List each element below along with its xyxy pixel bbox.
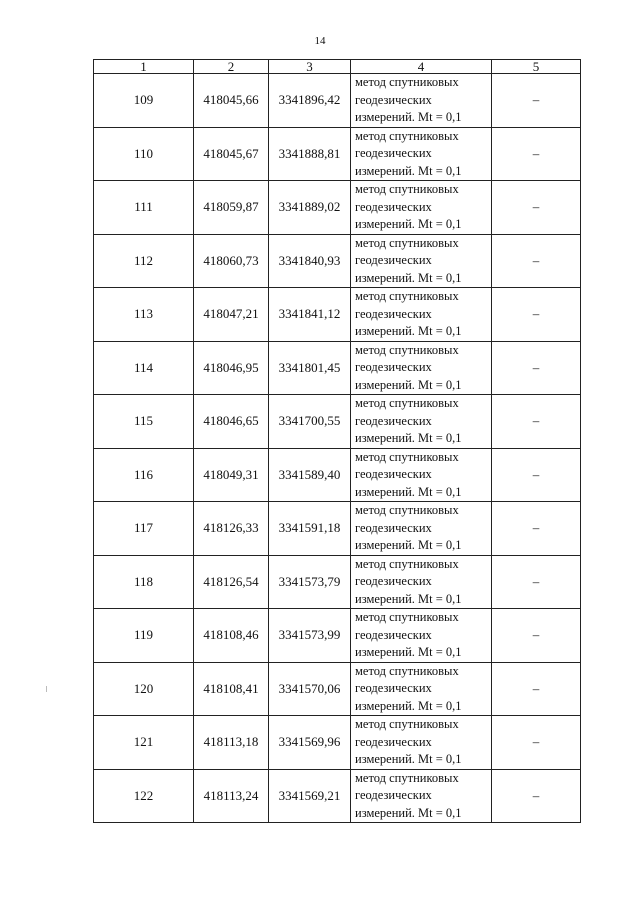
coordinate-x-cell: 418113,24 [194, 769, 269, 823]
margin-mark [46, 686, 47, 692]
table-row [94, 288, 581, 342]
column-header-3: 3 [269, 60, 351, 74]
method-text-line: геодезических [355, 467, 432, 481]
method-text-line: метод спутниковых [355, 556, 459, 571]
coordinate-y-cell: 3341801,45 [269, 341, 351, 395]
method-text-line: геодезических [355, 146, 432, 160]
method-text-line: метод спутниковых [355, 717, 459, 731]
method-cell [351, 234, 492, 288]
point-number-cell: 109 [94, 74, 194, 128]
method-text-line: измерений. Mt = 0,1 [355, 110, 462, 124]
coordinate-y-cell: 3341570,06 [269, 662, 351, 716]
table-row [94, 609, 581, 663]
coordinate-y-cell: 3341888,81 [269, 127, 351, 181]
method-text-line: измерений. Mt = 0,1 [355, 217, 462, 231]
coordinate-y-cell: 3341569,96 [269, 716, 351, 770]
method-cell [351, 395, 492, 449]
method-cell [351, 341, 492, 395]
table-row [94, 555, 581, 609]
method-text-line: геодезических [355, 520, 432, 535]
method-text-line: измерений. Mt = 0,1 [355, 698, 462, 713]
method-cell [351, 448, 492, 502]
coordinate-y-cell: 3341896,42 [269, 74, 351, 128]
method-text-line: геодезических [355, 574, 432, 588]
point-number-cell: 112 [94, 234, 194, 288]
method-cell [351, 716, 492, 770]
coordinate-x-cell: 418108,46 [194, 609, 269, 663]
method-cell [351, 127, 492, 181]
coordinate-x-cell: 418046,65 [194, 395, 269, 449]
table-row [94, 769, 581, 823]
coordinate-x-cell: 418046,95 [194, 341, 269, 395]
column-header-4: 4 [351, 60, 492, 74]
table-row [94, 395, 581, 449]
description-cell: – [492, 127, 581, 181]
table-row [94, 181, 581, 235]
point-number-cell: 118 [94, 555, 194, 609]
description-cell: – [492, 769, 581, 823]
method-text-line: измерений. Mt = 0,1 [355, 163, 462, 178]
method-cell [351, 288, 492, 342]
column-header-2: 2 [194, 60, 269, 74]
coordinate-y-cell: 3341841,12 [269, 288, 351, 342]
column-header-5: 5 [492, 60, 581, 74]
point-number-cell: 113 [94, 288, 194, 342]
description-cell: – [492, 234, 581, 288]
method-text-line: метод спутниковых [355, 235, 459, 250]
method-text-line: геодезических [355, 253, 432, 267]
method-text-line: измерений. Mt = 0,1 [355, 805, 462, 820]
method-cell [351, 502, 492, 556]
point-number-cell: 116 [94, 448, 194, 502]
coordinate-y-cell: 3341589,40 [269, 448, 351, 502]
method-text-line: измерений. Mt = 0,1 [355, 645, 462, 659]
description-cell: – [492, 395, 581, 449]
method-text-line: геодезических [355, 92, 432, 107]
point-number-cell: 120 [94, 662, 194, 716]
method-text-line: геодезических [355, 413, 432, 428]
method-text-line: геодезических [355, 788, 432, 802]
method-text-line: измерений. Mt = 0,1 [355, 484, 462, 499]
coordinate-x-cell: 418113,18 [194, 716, 269, 770]
table-row [94, 502, 581, 556]
description-cell: – [492, 181, 581, 235]
table-row [94, 127, 581, 181]
method-text-line: измерений. Mt = 0,1 [355, 752, 462, 766]
method-text-line: метод спутниковых [355, 128, 459, 143]
table-row [94, 662, 581, 716]
method-text-line: геодезических [355, 627, 432, 642]
coordinate-x-cell: 418060,73 [194, 234, 269, 288]
point-number-cell: 115 [94, 395, 194, 449]
coordinate-x-cell: 418047,21 [194, 288, 269, 342]
method-text-line: метод спутниковых [355, 503, 459, 517]
point-number-cell: 122 [94, 769, 194, 823]
method-text-line: метод спутниковых [355, 75, 459, 89]
point-number-cell: 114 [94, 341, 194, 395]
description-cell: – [492, 716, 581, 770]
point-number-cell: 110 [94, 127, 194, 181]
table-row [94, 74, 581, 128]
coordinate-x-cell: 418045,66 [194, 74, 269, 128]
description-cell: – [492, 74, 581, 128]
point-number-cell: 119 [94, 609, 194, 663]
coordinate-y-cell: 3341889,02 [269, 181, 351, 235]
coordinate-y-cell: 3341700,55 [269, 395, 351, 449]
point-number-cell: 117 [94, 502, 194, 556]
method-text-line: геодезических [355, 360, 432, 374]
description-cell: – [492, 609, 581, 663]
coordinate-y-cell: 3341591,18 [269, 502, 351, 556]
method-cell [351, 609, 492, 663]
coordinate-x-cell: 418059,87 [194, 181, 269, 235]
method-cell [351, 769, 492, 823]
method-text-line: метод спутниковых [355, 663, 459, 678]
description-cell: – [492, 288, 581, 342]
method-text-line: измерений. Mt = 0,1 [355, 270, 462, 285]
coordinate-y-cell: 3341569,21 [269, 769, 351, 823]
table-body [94, 74, 581, 823]
coordinate-x-cell: 418108,41 [194, 662, 269, 716]
method-text-line: измерений. Mt = 0,1 [355, 324, 462, 338]
method-text-line: измерений. Mt = 0,1 [355, 591, 462, 606]
method-text-line: измерений. Mt = 0,1 [355, 538, 462, 552]
description-cell: – [492, 662, 581, 716]
coordinate-x-cell: 418126,33 [194, 502, 269, 556]
coordinate-y-cell: 3341573,79 [269, 555, 351, 609]
method-text-line: метод спутниковых [355, 610, 459, 624]
method-cell [351, 181, 492, 235]
method-cell [351, 555, 492, 609]
description-cell: – [492, 502, 581, 556]
method-text-line: измерений. Mt = 0,1 [355, 377, 462, 392]
table-row [94, 448, 581, 502]
method-text-line: измерений. Mt = 0,1 [355, 431, 462, 445]
method-text-line: геодезических [355, 199, 432, 214]
method-text-line: метод спутниковых [355, 289, 459, 303]
description-cell: – [492, 341, 581, 395]
description-cell: – [492, 555, 581, 609]
method-text-line: геодезических [355, 306, 432, 321]
coordinates-table [93, 59, 581, 823]
method-text-line: геодезических [355, 681, 432, 695]
table-row [94, 716, 581, 770]
method-text-line: метод спутниковых [355, 182, 459, 196]
coordinate-x-cell: 418045,67 [194, 127, 269, 181]
coordinate-y-cell: 3341840,93 [269, 234, 351, 288]
description-cell: – [492, 448, 581, 502]
method-text-line: метод спутниковых [355, 396, 459, 410]
method-cell [351, 74, 492, 128]
coordinate-x-cell: 418126,54 [194, 555, 269, 609]
method-text-line: метод спутниковых [355, 449, 459, 464]
method-text-line: метод спутниковых [355, 770, 459, 785]
header-row [94, 60, 581, 74]
table-row [94, 341, 581, 395]
point-number-cell: 111 [94, 181, 194, 235]
page-number: 14 [314, 35, 326, 47]
coordinate-y-cell: 3341573,99 [269, 609, 351, 663]
method-text-line: метод спутниковых [355, 342, 459, 357]
table-row [94, 234, 581, 288]
point-number-cell: 121 [94, 716, 194, 770]
column-header-1: 1 [94, 60, 194, 74]
method-text-line: геодезических [355, 734, 432, 749]
method-cell [351, 662, 492, 716]
coordinate-x-cell: 418049,31 [194, 448, 269, 502]
